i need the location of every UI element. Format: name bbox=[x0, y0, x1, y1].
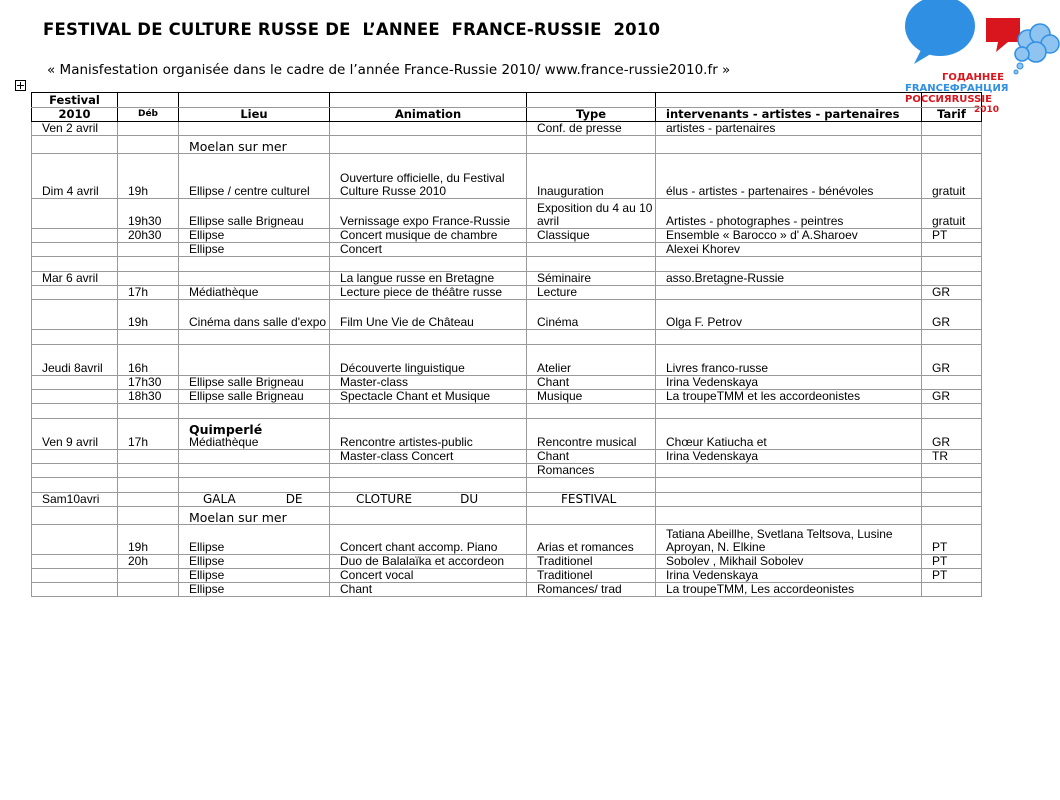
cell-animation: Master-class bbox=[330, 376, 527, 390]
cell-day: Sam10avri bbox=[32, 493, 118, 507]
header-deb: Déb bbox=[118, 108, 179, 122]
cell-tarif: PT bbox=[922, 229, 982, 243]
header-tarif: Tarif bbox=[922, 108, 982, 122]
cell-time: 19h bbox=[118, 154, 179, 199]
cell-day bbox=[32, 450, 118, 464]
cell-lieu bbox=[179, 345, 330, 376]
festival-schedule-table bbox=[31, 92, 982, 597]
cell-tarif: gratuit bbox=[922, 154, 982, 199]
cell-tarif bbox=[922, 493, 982, 507]
cell-intervenants: Sobolev , Mikhail Sobolev bbox=[656, 555, 922, 569]
cell-lieu: Ellipse / centre culturel bbox=[179, 154, 330, 199]
cell-lieu: Moelan sur mer bbox=[179, 507, 330, 525]
header-lieu: Lieu bbox=[179, 108, 330, 122]
table-row bbox=[32, 507, 982, 525]
header-animation: Animation bbox=[330, 108, 527, 122]
cloture-word: CLOTURE bbox=[356, 492, 413, 506]
cell-day bbox=[32, 583, 118, 597]
cell-day bbox=[32, 300, 118, 330]
gala-du-word: DU bbox=[460, 492, 479, 506]
cell-time: 20h bbox=[118, 555, 179, 569]
cell-type: Arias et romances bbox=[527, 525, 656, 555]
cell-type: Conf. de presse bbox=[527, 122, 656, 136]
cell-intervenants: artistes - partenaires bbox=[656, 122, 922, 136]
cell-animation: Master-class Concert bbox=[330, 450, 527, 464]
cell-tarif bbox=[922, 243, 982, 257]
cell-type: Inauguration bbox=[527, 154, 656, 199]
cell-day bbox=[32, 390, 118, 404]
cell-time bbox=[118, 464, 179, 478]
table-row bbox=[32, 122, 982, 136]
cell-animation bbox=[330, 404, 527, 419]
cell-intervenants bbox=[656, 464, 922, 478]
cell-animation: Concert chant accomp. Piano bbox=[330, 525, 527, 555]
cell-day bbox=[32, 199, 118, 229]
table-row bbox=[32, 272, 982, 286]
cell-animation: Ouverture officielle, du Festival Culture Russe 2010 bbox=[330, 154, 527, 199]
cell-animation: Duo de Balalaïka et accordeon bbox=[330, 555, 527, 569]
cell-type: Chant bbox=[527, 376, 656, 390]
cell-time bbox=[118, 122, 179, 136]
cell-time: 17h30 bbox=[118, 376, 179, 390]
cell-tarif: GR bbox=[922, 390, 982, 404]
cell-intervenants: Ensemble « Barocco » d' A.Sharoev bbox=[656, 229, 922, 243]
cell-animation bbox=[330, 257, 527, 272]
cell-day: Ven 2 avril bbox=[32, 122, 118, 136]
cell-time: 19h bbox=[118, 525, 179, 555]
cell-animation bbox=[330, 330, 527, 345]
cell-day: Mar 6 avril bbox=[32, 272, 118, 286]
cell-day bbox=[32, 478, 118, 493]
cell-lieu: Ellipse bbox=[179, 583, 330, 597]
cell-intervenants: élus - artistes - partenaires - bénévoles bbox=[656, 154, 922, 199]
cell-tarif bbox=[922, 583, 982, 597]
cell-type: Musique bbox=[527, 390, 656, 404]
cell-time bbox=[118, 272, 179, 286]
cell-intervenants: Olga F. Petrov bbox=[656, 300, 922, 330]
cell-intervenants bbox=[656, 136, 922, 154]
cell-tarif: GR bbox=[922, 345, 982, 376]
cell-time: 19h30 bbox=[118, 199, 179, 229]
cell-intervenants: asso.Bretagne-Russie bbox=[656, 272, 922, 286]
cell-day bbox=[32, 243, 118, 257]
table-row bbox=[32, 330, 982, 345]
cell-type: Cinéma bbox=[527, 300, 656, 330]
cell-lieu bbox=[179, 464, 330, 478]
table-row bbox=[32, 376, 982, 390]
header-row-1 bbox=[32, 93, 982, 108]
cell-time bbox=[118, 136, 179, 154]
cell-lieu: Ellipse bbox=[179, 555, 330, 569]
cell-type bbox=[527, 243, 656, 257]
cell-intervenants: Chœur Katiucha et bbox=[656, 419, 922, 450]
cell-tarif bbox=[922, 507, 982, 525]
cell-type bbox=[527, 507, 656, 525]
cell-intervenants: Irina Vedenskaya bbox=[656, 450, 922, 464]
cell-type: FESTIVAL bbox=[527, 493, 656, 507]
cell-intervenants bbox=[656, 507, 922, 525]
logo-line-1: ГОДАННЕЕ bbox=[942, 72, 1004, 83]
cell-animation bbox=[330, 464, 527, 478]
cell-lieu bbox=[179, 450, 330, 464]
cell-animation: La langue russe en Bretagne bbox=[330, 272, 527, 286]
cell-tarif: PT bbox=[922, 555, 982, 569]
table-row bbox=[32, 286, 982, 300]
cell-type: Atelier bbox=[527, 345, 656, 376]
cell-type: Chant bbox=[527, 450, 656, 464]
cell-lieu: Ellipse bbox=[179, 243, 330, 257]
cell-animation bbox=[330, 493, 527, 507]
cell-lieu: Ellipse bbox=[179, 569, 330, 583]
cell-intervenants: Alexei Khorev bbox=[656, 243, 922, 257]
cell-animation bbox=[330, 136, 527, 154]
cell-tarif bbox=[922, 404, 982, 419]
table-row bbox=[32, 229, 982, 243]
cell-type: Traditionel bbox=[527, 569, 656, 583]
cell-animation: Découverte linguistique bbox=[330, 345, 527, 376]
table-row bbox=[32, 555, 982, 569]
cell-type bbox=[527, 404, 656, 419]
cell-tarif bbox=[922, 330, 982, 345]
table-row bbox=[32, 419, 982, 450]
cell-time bbox=[118, 493, 179, 507]
cell-lieu bbox=[179, 122, 330, 136]
cell-day bbox=[32, 330, 118, 345]
cell-tarif bbox=[922, 122, 982, 136]
document-title: FESTIVAL DE CULTURE RUSSE DE L’ANNEE FRANCE-RUSSIE 2010 bbox=[43, 20, 661, 39]
cell-type bbox=[527, 478, 656, 493]
table-row bbox=[32, 478, 982, 493]
table-row bbox=[32, 464, 982, 478]
cell-tarif bbox=[922, 272, 982, 286]
header-row-2 bbox=[32, 108, 982, 122]
cell-time bbox=[118, 243, 179, 257]
cell-lieu: Moelan sur mer bbox=[179, 136, 330, 154]
cell-animation: Concert musique de chambre bbox=[330, 229, 527, 243]
header-type: Type bbox=[527, 108, 656, 122]
cell-day bbox=[32, 376, 118, 390]
cell-type: Traditionel bbox=[527, 555, 656, 569]
cell-tarif: PT bbox=[922, 525, 982, 555]
cell-time: 17h bbox=[118, 419, 179, 450]
cell-tarif bbox=[922, 136, 982, 154]
cell-time bbox=[118, 583, 179, 597]
cell-animation: Spectacle Chant et Musique bbox=[330, 390, 527, 404]
cell-type: Romances/ trad bbox=[527, 583, 656, 597]
table-row bbox=[32, 390, 982, 404]
cell-intervenants: La troupeTMM et les accordeonistes bbox=[656, 390, 922, 404]
header-year: 2010 bbox=[32, 108, 118, 122]
cell-type: Séminaire bbox=[527, 272, 656, 286]
cell-animation: Concert bbox=[330, 243, 527, 257]
cell-type: Classique bbox=[527, 229, 656, 243]
logo-line-3: РОССИЯRUSSIE bbox=[905, 94, 992, 105]
cell-tarif bbox=[922, 257, 982, 272]
cell-time bbox=[118, 478, 179, 493]
cell-lieu: Ellipse bbox=[179, 525, 330, 555]
cell-lieu bbox=[179, 404, 330, 419]
cell-day bbox=[32, 136, 118, 154]
table-row bbox=[32, 569, 982, 583]
cell-lieu bbox=[179, 419, 330, 450]
logo-line-2: FRANCEФРАНЦИЯ bbox=[905, 83, 1009, 94]
cell-time: 20h30 bbox=[118, 229, 179, 243]
cell-type bbox=[527, 257, 656, 272]
cell-animation bbox=[330, 122, 527, 136]
table-row bbox=[32, 199, 982, 229]
cell-time: 18h30 bbox=[118, 390, 179, 404]
cell-time bbox=[118, 450, 179, 464]
cell-day bbox=[32, 464, 118, 478]
cell-time: 19h bbox=[118, 300, 179, 330]
cell-time bbox=[118, 569, 179, 583]
cell-time bbox=[118, 404, 179, 419]
cell-type: Lecture bbox=[527, 286, 656, 300]
cell-animation bbox=[330, 507, 527, 525]
cell-animation: Lecture piece de théâtre russe bbox=[330, 286, 527, 300]
cell-intervenants: La troupeTMM, Les accordeonistes bbox=[656, 583, 922, 597]
cell-tarif bbox=[922, 464, 982, 478]
table-row bbox=[32, 154, 982, 199]
cell-type: Exposition du 4 au 10 avril bbox=[527, 199, 656, 229]
table-row bbox=[32, 136, 982, 154]
cell-lieu bbox=[179, 330, 330, 345]
venue-heading-quimperle: Quimperlé bbox=[189, 422, 263, 437]
cell-time: 17h bbox=[118, 286, 179, 300]
table-row bbox=[32, 300, 982, 330]
cell-day bbox=[32, 525, 118, 555]
cell-lieu bbox=[179, 272, 330, 286]
header-festival: Festival bbox=[32, 93, 118, 108]
table-row bbox=[32, 404, 982, 419]
cell-lieu bbox=[179, 493, 330, 507]
cell-day: Dim 4 avril bbox=[32, 154, 118, 199]
cell-tarif: GR bbox=[922, 300, 982, 330]
cell-tarif: TR bbox=[922, 450, 982, 464]
cell-tarif bbox=[922, 376, 982, 390]
cell-day: Jeudi 8avril bbox=[32, 345, 118, 376]
cell-type: Rencontre musical bbox=[527, 419, 656, 450]
cell-intervenants: Irina Vedenskaya bbox=[656, 376, 922, 390]
cell-day: Ven 9 avril bbox=[32, 419, 118, 450]
cell-lieu: Ellipse salle Brigneau bbox=[179, 376, 330, 390]
table-row bbox=[32, 450, 982, 464]
cell-lieu bbox=[179, 478, 330, 493]
cell-day bbox=[32, 507, 118, 525]
table-row bbox=[32, 583, 982, 597]
cell-animation bbox=[330, 478, 527, 493]
document-subtitle: « Manisfestation organisée dans le cadre de l’année France-Russie 2010/ www.france-russie2010.fr » bbox=[47, 62, 731, 78]
cell-day bbox=[32, 229, 118, 243]
cell-intervenants: Artistes - photographes - peintres bbox=[656, 199, 922, 229]
table-row bbox=[32, 525, 982, 555]
table-row bbox=[32, 243, 982, 257]
cell-intervenants bbox=[656, 257, 922, 272]
cell-tarif: GR bbox=[922, 286, 982, 300]
cell-intervenants bbox=[656, 330, 922, 345]
table-row bbox=[32, 493, 982, 507]
cell-intervenants: Irina Vedenskaya bbox=[656, 569, 922, 583]
venue-name: Médiathèque bbox=[189, 435, 259, 449]
cell-lieu: Cinéma dans salle d'expo bbox=[179, 300, 330, 330]
cell-tarif: GR bbox=[922, 419, 982, 450]
cell-tarif bbox=[922, 478, 982, 493]
table-row bbox=[32, 345, 982, 376]
cell-intervenants: Tatiana Abeillhe, Svetlana Teltsova, Lusine Aproyan, N. Elkine bbox=[656, 525, 922, 555]
cell-time bbox=[118, 330, 179, 345]
cell-intervenants bbox=[656, 286, 922, 300]
cell-day bbox=[32, 404, 118, 419]
cell-animation: Concert vocal bbox=[330, 569, 527, 583]
cell-intervenants bbox=[656, 478, 922, 493]
schedule-body bbox=[32, 122, 982, 597]
cell-lieu: Ellipse bbox=[179, 229, 330, 243]
cell-type bbox=[527, 136, 656, 154]
logo-line-4: 2010 bbox=[974, 105, 1000, 115]
cell-tarif: PT bbox=[922, 569, 982, 583]
cell-lieu: Ellipse salle Brigneau bbox=[179, 199, 330, 229]
cell-animation: Film Une Vie de Château bbox=[330, 300, 527, 330]
header-intervenants: intervenants - artistes - partenaires bbox=[656, 108, 922, 122]
cell-day bbox=[32, 555, 118, 569]
cell-lieu: Ellipse salle Brigneau bbox=[179, 390, 330, 404]
gala-word: GALA bbox=[203, 492, 236, 506]
cell-animation: Chant bbox=[330, 583, 527, 597]
table-move-handle-icon[interactable] bbox=[15, 80, 26, 91]
cell-lieu bbox=[179, 257, 330, 272]
cell-day bbox=[32, 286, 118, 300]
cell-time bbox=[118, 257, 179, 272]
cell-time bbox=[118, 507, 179, 525]
cell-animation: Rencontre artistes-public bbox=[330, 419, 527, 450]
cell-intervenants bbox=[656, 493, 922, 507]
cell-day bbox=[32, 569, 118, 583]
cell-type bbox=[527, 330, 656, 345]
cell-day bbox=[32, 257, 118, 272]
cell-animation: Vernissage expo France-Russie bbox=[330, 199, 527, 229]
cell-type: Romances bbox=[527, 464, 656, 478]
gala-de-word: DE bbox=[285, 492, 303, 506]
cell-lieu: Médiathèque bbox=[179, 286, 330, 300]
cell-intervenants: Livres franco-russe bbox=[656, 345, 922, 376]
cell-time: 16h bbox=[118, 345, 179, 376]
cell-tarif: gratuit bbox=[922, 199, 982, 229]
table-row bbox=[32, 257, 982, 272]
cell-intervenants bbox=[656, 404, 922, 419]
